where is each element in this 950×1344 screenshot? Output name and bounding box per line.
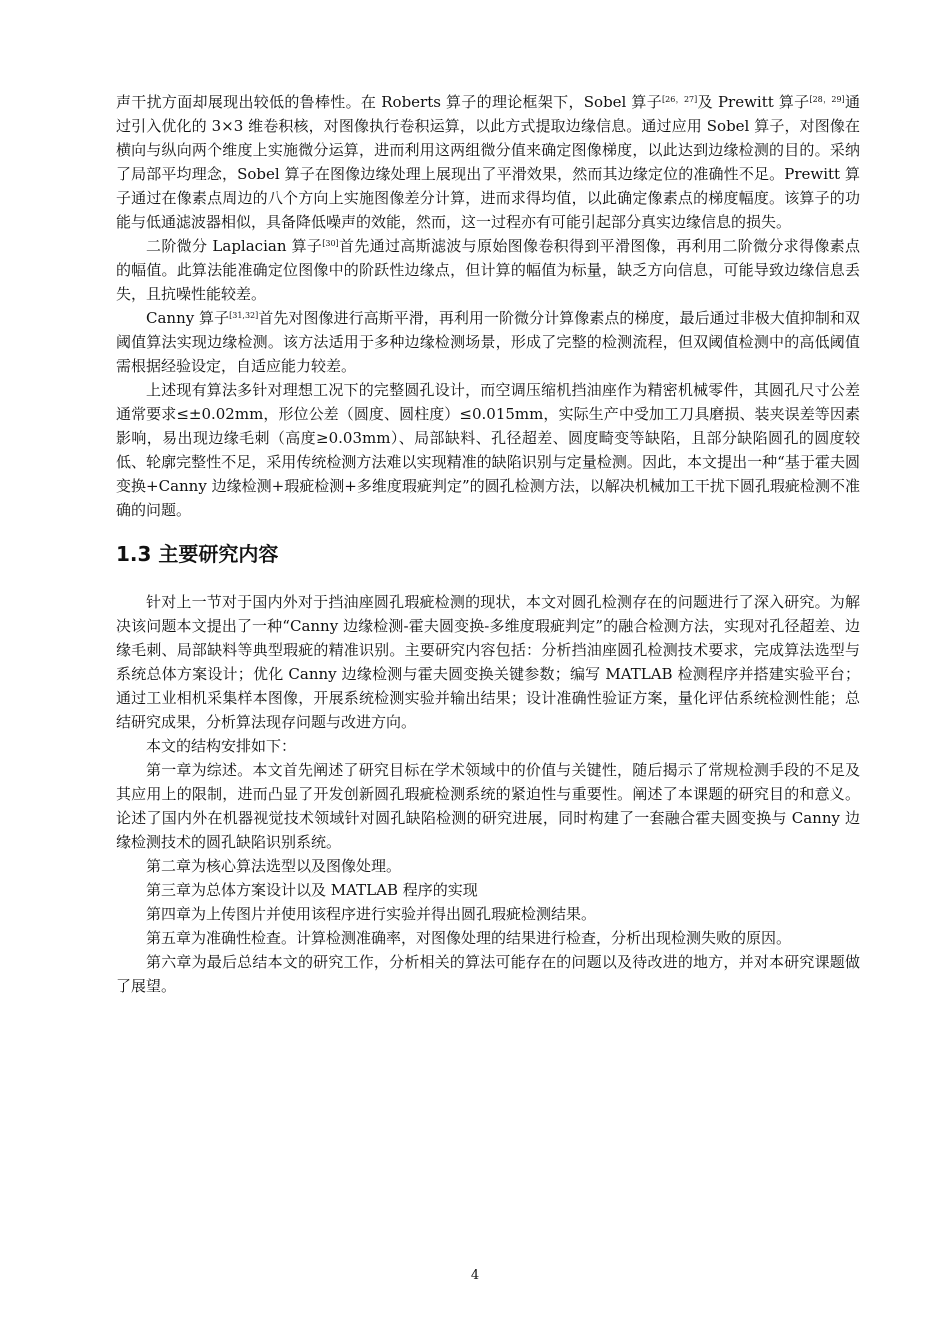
- text-run: 第二章为核心算法选型以及图像处理。: [146, 857, 402, 875]
- paragraph: [116, 758, 860, 854]
- text-run: 二阶微分 Laplacian 算子: [146, 237, 323, 255]
- text-run: 针对上一节对于国内外对于挡油座圆孔瑕疵检测的现状，本文对圆孔检测存在的问题进行了深入研究。为解决该问题本文提出了一种“Canny 边缘检测-霍夫圆变换-多维度瑕疵判定”的融合检测方法，实现对孔径超差、边缘毛刺、局部缺料等典型瑕疵的精准识别。主要研究内容包括：分析挡油座圆孔检测技术要求，完成算法选型与系统总体方案设计；优化 Canny 边缘检测与霍夫圆变换关键参数；编写 MATLAB 检测程序并搭建实验平台；通过工业相机采集样本图像，开展系统检测实验并输出结果；设计准确性验证方案，量化评估系统检测性能；总结研究成果，分析算法现存问题与改进方向。: [116, 593, 860, 731]
- citation-superscript: [30]: [322, 239, 339, 248]
- paragraph: [116, 378, 860, 522]
- paragraph: [116, 306, 860, 378]
- text-run: 第四章为上传图片并使用该程序进行实验并得出圆孔瑕疵检测结果。: [146, 905, 597, 923]
- text-run: 本文的结构安排如下：: [146, 737, 297, 755]
- text-run: 通过引入优化的 3×3 维卷积核，对图像执行卷积运算，以此方式提取边缘信息。通过应用 Sobel 算子，对图像在横向与纵向两个维度上实施微分运算，进而利用这两组微分值来确定图像梯度，以此达到边缘检测的目的。采纳了局部平均理念，Sobel 算子在图像边缘处理上展现出了平滑效果，然而其边缘定位的准确性不足。Prewitt 算子通过在像素点周边的八个方向上实施图像差分计算，进而求得均值，以此确定像素点的梯度幅度。该算子的功能与低通滤波器相似，具备降低噪声的效能，然而，这一过程亦有可能引起部分真实边缘信息的损失。: [116, 93, 860, 231]
- paragraph: [116, 902, 860, 926]
- paragraph: [116, 878, 860, 902]
- citation-superscript: [26，27]: [662, 95, 698, 104]
- text-run: 及 Prewitt 算子: [697, 93, 810, 111]
- paragraph: [116, 590, 860, 734]
- paragraph: [116, 926, 860, 950]
- text-run: 第三章为总体方案设计以及 MATLAB 程序的实现: [146, 881, 478, 899]
- paragraphs-after-heading: [116, 590, 860, 998]
- text-run: 第六章为最后总结本文的研究工作，分析相关的算法可能存在的问题以及待改进的地方，并对本研究课题做了展望。: [116, 953, 860, 995]
- text-run: 上述现有算法多针对理想工况下的完整圆孔设计，而空调压缩机挡油座作为精密机械零件，其圆孔尺寸公差通常要求≤±0.02mm，形位公差（圆度、圆柱度）≤0.015mm，实际生产中受加工刀具磨损、装夹误差等因素影响，易出现边缘毛刺（高度≥0.03mm）、局部缺料、孔径超差、圆度畸变等缺陷，且部分缺陷圆孔的圆度较低、轮廓完整性不足，采用传统检测方法难以实现精准的缺陷识别与定量检测。因此，本文提出一种“基于霍夫圆变换+Canny 边缘检测+瑕疵检测+多维度瑕疵判定”的圆孔检测方法，以解决机械加工干扰下圆孔瑕疵检测不准确的问题。: [116, 381, 860, 519]
- paragraph: [116, 854, 860, 878]
- citation-superscript: [31,32]: [229, 311, 259, 320]
- page-number: 4: [470, 1268, 480, 1283]
- text-run: 首先对图像进行高斯平滑，再利用一阶微分计算像素点的梯度，最后通过非极大值抑制和双阈值算法实现边缘检测。该方法适用于多种边缘检测场景，形成了完整的检测流程，但双阈值检测中的高低阈值需根据经验设定，自适应能力较差。: [116, 309, 861, 375]
- text-run: 第五章为准确性检查。计算检测准确率，对图像处理的结果进行检查，分析出现检测失败的原因。: [146, 929, 792, 947]
- text-run: Canny 算子: [146, 309, 230, 327]
- paragraph: [116, 734, 860, 758]
- text-run: 声干扰方面却展现出较低的鲁棒性。在 Roberts 算子的理论框架下，Sobel 算子: [116, 93, 663, 111]
- paragraph: [116, 90, 860, 234]
- text-run: 第一章为综述。本文首先阐述了研究目标在学术领域中的价值与关键性，随后揭示了常规检测手段的不足及其应用上的限制，进而凸显了开发创新圆孔瑕疵检测系统的紧迫性与重要性。阐述了本课题的研究目的和意义。论述了国内外在机器视觉技术领域针对圆孔缺陷检测的研究进展，同时构建了一套融合霍夫圆变换与 Canny 边缘检测技术的圆孔缺陷识别系统。: [116, 761, 860, 851]
- paragraph: [116, 950, 860, 998]
- paragraph: [116, 234, 860, 306]
- page-body: [116, 90, 860, 998]
- paragraphs-before-heading: [116, 90, 860, 522]
- section-heading: 1.3 主要研究内容: [116, 542, 279, 566]
- text-run: 首先通过高斯滤波与原始图像卷积得到平滑图像，再利用二阶微分求得像素点的幅值。此算法能准确定位图像中的阶跃性边缘点，但计算的幅值为标量，缺乏方向信息，可能导致边缘信息丢失，且抗噪性能较差。: [116, 237, 860, 303]
- citation-superscript: [28，29]: [809, 95, 845, 104]
